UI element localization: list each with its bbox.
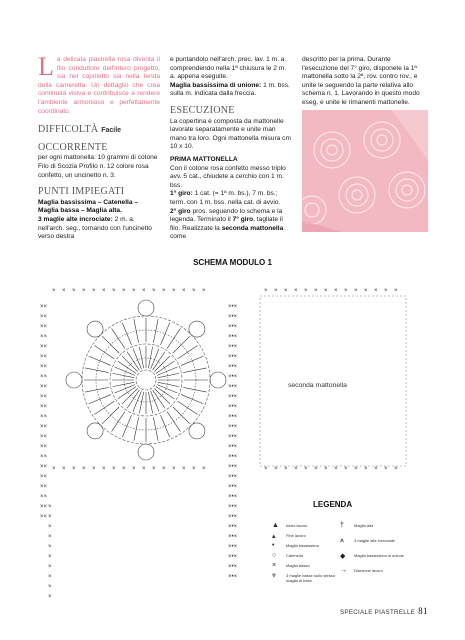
- chart-stitch-x: ×: [284, 466, 288, 472]
- chart-join-stitch: ×•×: [228, 534, 238, 540]
- chart-stitch-x: ××: [40, 444, 48, 450]
- chart-dc-stitch: [102, 336, 119, 353]
- chart-join-stitch: ×•×: [228, 404, 238, 410]
- chart-stitch-x: ×: [112, 288, 116, 294]
- esecuzione-heading: ESECUZIONE: [170, 104, 235, 116]
- chart-stitch-x: ××: [40, 334, 48, 340]
- giro2-text: pros. seguendo lo schema e la legenda. Terminato il: [170, 207, 283, 224]
- chart-dc-stitch: [102, 407, 119, 424]
- crossed-dc-icon: ⩚: [340, 537, 344, 544]
- chart-stitch-x: ×: [48, 594, 52, 600]
- chart-stitch-x: ×: [162, 466, 166, 472]
- prima-heading: PRIMA MATTONELLA: [170, 155, 238, 163]
- chart-stitch-x: ×: [48, 504, 52, 510]
- crochet-blanket-photo: [302, 110, 428, 232]
- second-tile-outline: [260, 296, 406, 466]
- column-1: [38, 52, 160, 242]
- chart-join-stitch: ×•×: [228, 434, 238, 440]
- chart-join-stitch: ×•×: [228, 464, 238, 470]
- chart-stitch-x: ×: [202, 288, 206, 294]
- chart-join-stitch: ×•×: [228, 494, 238, 500]
- chart-dc-stitch: [94, 401, 114, 414]
- chart-arch: [138, 300, 154, 316]
- chart-stitch-x: ×: [284, 288, 288, 294]
- chart-join-stitch: ×•×: [228, 574, 238, 580]
- chart-stitch-x: ×: [384, 288, 388, 294]
- chart-stitch-x: ×: [48, 574, 52, 580]
- chart-stitch-x: ×: [48, 514, 52, 520]
- chart-join-stitch: ×•×: [228, 384, 238, 390]
- chart-stitch-x: ×: [364, 466, 368, 472]
- chart-dc-stitch: [173, 336, 190, 353]
- chart-stitch-x: ××: [40, 484, 48, 490]
- chart-join-stitch: ×•×: [228, 474, 238, 480]
- chart-stitch-x: ×: [354, 466, 358, 472]
- chart-stitch-x: ×: [314, 466, 318, 472]
- chart-stitch-x: ××: [40, 474, 48, 480]
- chart-stitch-x: ×: [344, 288, 348, 294]
- chart-dc-stitch: [112, 412, 125, 432]
- three-sc-icon: ⩔: [272, 572, 276, 579]
- punti-heading: PUNTI IMPIEGATI: [38, 186, 125, 198]
- second-tile-label: seconda mattonella: [288, 382, 347, 389]
- chart-stitch-x: ××: [40, 384, 48, 390]
- chart-stitch-x: ×: [92, 466, 96, 472]
- chart-arch: [87, 423, 103, 439]
- chart-dc-stitch: [178, 346, 198, 359]
- column-2: [170, 56, 292, 242]
- chart-join-stitch: ×•×: [228, 424, 238, 430]
- chart-stitch-x: ×: [152, 466, 156, 472]
- seconda-text: come: [170, 233, 187, 241]
- chart-stitch-x: ×: [294, 288, 298, 294]
- chart-stitch-x: ×: [52, 288, 56, 294]
- schema-title: SCHEMA MODULO 1: [193, 258, 272, 267]
- chart-arch: [87, 321, 103, 337]
- chart-join-stitch: ×•×: [228, 324, 238, 330]
- chart-stitch-x: ×: [142, 466, 146, 472]
- single-crochet-icon: ×: [272, 562, 277, 569]
- intro-paragraph: [38, 52, 160, 116]
- chart-stitch-x: ×: [48, 544, 52, 550]
- double-crochet-icon: †: [340, 522, 344, 529]
- punti-list: Maglia bassissima – Catenella – Maglia bassa – Maglia alta.: [38, 198, 139, 215]
- join-stitch-text: 1 m. bss. sulla m. indicata dalla freccia.: [170, 81, 290, 98]
- footer-section: SPECIALE PIASTRELLE: [340, 609, 416, 616]
- giro2-label: 2° giro: [170, 207, 191, 215]
- chart-round-1: [136, 370, 156, 390]
- chart-stitch-x: ×: [142, 288, 146, 294]
- chart-stitch-x: ×: [48, 554, 52, 560]
- prima-text: Con il cotone rosa confetto messo triplo avv. 5 cat., chiudete a cerchio con 1 m. bss.: [170, 164, 286, 189]
- chart-stitch-x: ×: [374, 466, 378, 472]
- chart-stitch-x: ×: [82, 466, 86, 472]
- giro1-label: 1° giro:: [170, 190, 193, 198]
- chart-stitch-x: ×: [192, 288, 196, 294]
- chart-arch: [66, 372, 82, 388]
- chart-join-stitch: ×•×: [228, 504, 238, 510]
- giro7-label: 7° giro: [232, 216, 254, 224]
- chart-dc-stitch: [89, 356, 111, 365]
- seconda-label: seconda mattonella: [221, 224, 284, 232]
- three-dc-text: 2 m. a. nell'arch. seg., tornando con l'uncinetto verso destra: [38, 215, 152, 241]
- chart-stitch-x: ×: [72, 466, 76, 472]
- chart-stitch-x: ××: [40, 504, 48, 510]
- chart-join-stitch: ×•×: [228, 444, 238, 450]
- legend-left-label-0: Inizio lavoro: [286, 523, 308, 528]
- chart-stitch-x: ××: [40, 394, 48, 400]
- chart-dc-stitch: [122, 415, 131, 437]
- chart-stitch-x: ×: [82, 288, 86, 294]
- chart-dc-stitch: [112, 328, 125, 348]
- chart-stitch-x: ×: [122, 466, 126, 472]
- chart-join-stitch: ×•×: [228, 524, 238, 530]
- chart-dc-stitch: [181, 356, 203, 365]
- chart-stitch-x: ×: [374, 288, 378, 294]
- chart-dc-stitch: [183, 387, 207, 392]
- chart-stitch-x: ××: [40, 304, 48, 310]
- chart-stitch-x: ×: [132, 466, 136, 472]
- chart-dc-stitch: [89, 395, 111, 404]
- chart-stitch-x: ×: [172, 288, 176, 294]
- chart-stitch-x: ×: [72, 288, 76, 294]
- legend-left-label-1: Fine lavoro: [286, 533, 306, 538]
- chart-stitch-x: ×: [264, 288, 268, 294]
- start-arrow-icon: ▲: [272, 522, 279, 529]
- col3-text: descritto per la prima. Durante l'esecuzione del 7° giro, disponete la 1ª mattonella sotto la 2ª, rov. contro rov., e unite le seguendo la parte relativa allo schema n. 1. Lavorando in questo modo eseg. e unite le rimanenti mattonelle.: [302, 56, 420, 106]
- difficulty-heading: [38, 126, 160, 136]
- chart-dc-stitch: [134, 319, 139, 343]
- intro-text: a delicata piastrella rosa diventa il filo conduttore dell'intero progetto, sia nel copriletto sia nella tenda della cameretta. Un dettaglio che crea continuità visiva e contribuisce a rendere l'ambiente armonioso e perfettamente coordinato.: [38, 56, 160, 115]
- giro7-text: , tagliate il filo. Realizzate la: [170, 216, 283, 232]
- chart-stitch-x: ×: [48, 584, 52, 590]
- chart-stitch-x: ×: [112, 466, 116, 472]
- chart-stitch-x: ×: [394, 288, 398, 294]
- difficulty-value: Facile: [101, 127, 122, 135]
- chart-stitch-x: ×: [162, 288, 166, 294]
- chart-stitch-x: ××: [40, 314, 48, 320]
- chart-stitch-x: ×: [172, 466, 176, 472]
- chain-icon: ○: [272, 552, 277, 559]
- drop-cap: L: [38, 52, 54, 81]
- legend-left-label-2: Maglia bassissima: [286, 543, 319, 548]
- chart-stitch-x: ××: [40, 454, 48, 460]
- chart-stitch-x: ×: [182, 288, 186, 294]
- chart-stitch-x: ×: [264, 466, 268, 472]
- chart-stitch-x: ××: [40, 424, 48, 430]
- chart-stitch-x: ×: [102, 288, 106, 294]
- chart-stitch-x: ××: [40, 404, 48, 410]
- chart-dc-stitch: [181, 395, 203, 404]
- chart-stitch-x: ×: [304, 466, 308, 472]
- chart-join-stitch: ×•×: [228, 364, 238, 370]
- chart-dc-stitch: [173, 407, 190, 424]
- chart-join-stitch: ×•×: [228, 564, 238, 570]
- chart-stitch-x: ×: [48, 534, 52, 540]
- chart-join-stitch: ×•×: [228, 544, 238, 550]
- chart-dc-stitch: [183, 368, 207, 373]
- chart-stitch-x: ××: [40, 374, 48, 380]
- chart-dc-stitch: [178, 401, 198, 414]
- chart-stitch-x: ×: [314, 288, 318, 294]
- col2-continuation: e puntandolo nell'arch. prec. lav. 1 m. a. comprendendo nella 1ª chiusura le 2 m. a. appena eseguite.: [170, 56, 287, 81]
- chart-dc-stitch: [167, 328, 180, 348]
- chart-join-stitch: ×•×: [228, 334, 238, 340]
- chart-stitch-x: ×: [324, 288, 328, 294]
- chart-stitch-x: ×: [52, 466, 56, 472]
- chart-stitch-x: ×: [132, 288, 136, 294]
- crochet-chart: [38, 280, 418, 610]
- chart-dc-stitch: [161, 323, 170, 345]
- legend-left-label-3: Catenella: [286, 553, 303, 558]
- join-slip-stitch-icon: ◆: [340, 553, 346, 560]
- chart-stitch-x: ×: [334, 466, 338, 472]
- chart-dc-stitch: [122, 323, 131, 345]
- chart-stitch-x: ××: [40, 364, 48, 370]
- chart-arch: [189, 423, 205, 439]
- chart-stitch-x: ×: [294, 466, 298, 472]
- chart-join-stitch: ×•×: [228, 354, 238, 360]
- chart-stitch-x: ×: [344, 466, 348, 472]
- join-stitch-title: Maglia bassissima di unione:: [170, 81, 262, 89]
- chart-join-stitch: ×•×: [228, 484, 238, 490]
- giro1-text: 1 cat. (= 1ª m. bs.), 7 m. bs.; term. con 1 m. bss. nella cat. di avvio.: [170, 190, 281, 206]
- chart-stitch-x: ×: [182, 466, 186, 472]
- esecuzione-text: La copertina è composta da mattonelle lavorate separatamente e unite man mano tra loro. Ogni mattonella misura cm 10 x 10.: [170, 117, 291, 151]
- chart-join-stitch: ×•×: [228, 414, 238, 420]
- occorrente-heading: OCCORRENTE: [38, 141, 108, 153]
- chart-stitch-x: ×: [102, 466, 106, 472]
- chart-arch: [210, 372, 226, 388]
- occorrente-text: per ogni mattonella: 10 grammi di cotone Filo di Scozia Profilo n. 12 colore rosa confetto, un uncinetto n. 3.: [38, 154, 158, 179]
- chart-stitch-x: ××: [40, 514, 48, 520]
- photo-illustration: [302, 110, 428, 232]
- chart-stitch-x: ×: [304, 288, 308, 294]
- chart-join-stitch: ×•×: [228, 344, 238, 350]
- column-3: [302, 56, 424, 108]
- chart-stitch-x: ××: [40, 344, 48, 350]
- legend-right-label-2: Maglia bassissima di unione: [354, 553, 405, 558]
- chart-stitch-x: ×: [324, 466, 328, 472]
- chart-stitch-x: ××: [40, 434, 48, 440]
- chart-stitch-x: ××: [40, 464, 48, 470]
- legend-left-label-5: 3 maglie basse sullo stesso maglia di base: [286, 573, 335, 583]
- page-footer: [340, 606, 428, 616]
- chart-join-stitch: ×•×: [228, 554, 238, 560]
- chart-dc-stitch: [94, 346, 114, 359]
- page-number: 81: [418, 606, 428, 616]
- chart-stitch-x: ×: [334, 288, 338, 294]
- chart-stitch-x: ×: [92, 288, 96, 294]
- chart-stitch-x: ×: [62, 466, 66, 472]
- chart-stitch-x: ×: [48, 564, 52, 570]
- chart-stitch-x: ×: [354, 288, 358, 294]
- chart-stitch-x: ×: [384, 466, 388, 472]
- legend-right-label-1: 3 maglie alte incrociate: [354, 538, 395, 543]
- legend-right-label-0: Maglia alta: [354, 523, 374, 528]
- chart-stitch-x: ×: [274, 288, 278, 294]
- chart-stitch-x: ×: [152, 288, 156, 294]
- chart-stitch-x: ××: [40, 494, 48, 500]
- chart-stitch-x: ××: [40, 354, 48, 360]
- difficulty-label: DIFFICOLTÀ: [38, 124, 99, 136]
- chart-join-stitch: ×•×: [228, 314, 238, 320]
- slip-stitch-icon: •: [272, 542, 275, 549]
- chart-stitch-x: ××: [40, 324, 48, 330]
- direction-arrow-icon: →: [340, 567, 347, 574]
- chart-join-stitch: ×•×: [228, 374, 238, 380]
- chart-stitch-x: ×: [48, 524, 52, 530]
- chart-dc-stitch: [167, 412, 180, 432]
- chart-arch: [189, 321, 205, 337]
- legend-right-label-3: Direzione lavoro: [354, 568, 383, 573]
- chart-dc-stitch: [161, 415, 170, 437]
- chart-stitch-x: ×: [274, 466, 278, 472]
- chart-stitch-x: ×: [122, 288, 126, 294]
- chart-dc-stitch: [134, 417, 139, 441]
- end-arrow-icon: ▴: [272, 533, 276, 540]
- chart-join-stitch: ×•×: [228, 454, 238, 460]
- chart-stitch-x: ×: [364, 288, 368, 294]
- chart-stitch-x: ×: [62, 288, 66, 294]
- chart-stitch-x: ×: [192, 466, 196, 472]
- legend-left-label-4: Maglia bassa: [286, 563, 310, 568]
- chart-dc-stitch: [85, 387, 109, 392]
- chart-join-stitch: ×•×: [228, 394, 238, 400]
- chart-join-stitch: ×•×: [228, 514, 238, 520]
- three-dc-title: 3 maglie alte incrociate:: [38, 215, 113, 223]
- chart-stitch-x: ×: [394, 466, 398, 472]
- legend-title: LEGENDA: [313, 500, 353, 509]
- chart-join-stitch: ×•×: [228, 304, 238, 310]
- chart-stitch-x: ×: [202, 466, 206, 472]
- chart-stitch-x: ××: [40, 414, 48, 420]
- chart-arch: [138, 444, 154, 460]
